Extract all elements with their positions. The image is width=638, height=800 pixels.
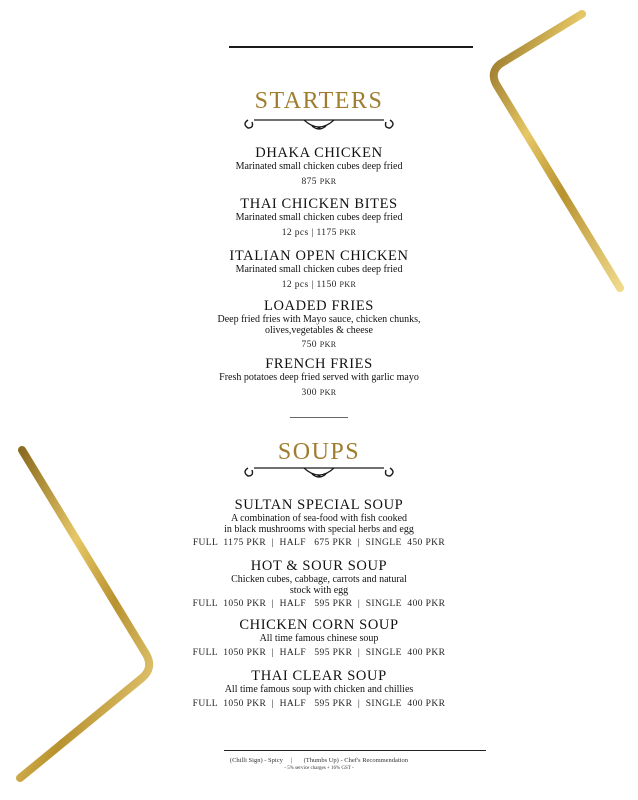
starter-item (150, 145, 488, 189)
item-price: 875 PKR (301, 176, 337, 187)
item-price: FULL 1050 PKR | HALF 595 PKR | SINGLE 400 PKR (192, 599, 446, 609)
starter-item (150, 298, 488, 352)
soup-item (150, 668, 488, 711)
starters-title: STARTERS (254, 88, 384, 114)
item-description: Marinated small chicken cubes deep fried (235, 264, 403, 275)
item-name: THAI CLEAR SOUP (251, 668, 387, 684)
item-price: FULL 1175 PKR | HALF 675 PKR | SINGLE 450 PKR (192, 538, 446, 548)
soup-item (150, 558, 488, 611)
soup-item (150, 497, 488, 550)
item-description: Marinated small chicken cubes deep fried (235, 161, 403, 172)
item-name: SULTAN SPECIAL SOUP (234, 497, 404, 513)
item-description: Marinated small chicken cubes deep fried (235, 212, 403, 223)
item-description: Fresh potatoes deep fried served with garlic mayo (219, 372, 419, 383)
item-price: 12 pcs | 1175 PKR (281, 227, 357, 238)
item-price: 12 pcs | 1150 PKR (281, 279, 357, 290)
item-price: 300 PKR (301, 387, 337, 398)
item-description: All time famous soup with chicken and chillies (224, 684, 414, 695)
bottom-rule (224, 750, 486, 751)
item-description: A combination of sea-food with fish cooked in black mushrooms with special herbs and egg (224, 513, 414, 535)
soups-title: SOUPS (277, 439, 361, 465)
item-description: Chicken cubes, cabbage, carrots and natural stock with egg (231, 574, 407, 596)
item-name: ITALIAN OPEN CHICKEN (229, 248, 409, 264)
item-name: LOADED FRIES (264, 298, 374, 314)
starters-flourish-icon (240, 110, 398, 134)
item-name: FRENCH FRIES (265, 356, 373, 372)
footer-legend: (Chilli Sign) - Spicy | (Thumbs Up) - Chef's Recommendation (229, 757, 409, 764)
starter-item (150, 356, 488, 400)
footer (0, 756, 638, 772)
item-name: CHICKEN CORN SOUP (239, 617, 399, 633)
item-description: All time famous chinese soup (259, 633, 379, 644)
top-rule (229, 46, 473, 48)
item-description: Deep fried fries with Mayo sauce, chicken chunks, olives,vegetables & cheese (217, 314, 421, 336)
item-price: 750 PKR (301, 340, 337, 350)
item-name: HOT & SOUR SOUP (250, 558, 388, 574)
footer-charges-note: - 5% service charges + 16% GST - (284, 766, 354, 771)
starter-item (150, 248, 488, 292)
item-name: DHAKA CHICKEN (255, 145, 383, 161)
item-price: FULL 1050 PKR | HALF 595 PKR | SINGLE 400 PKR (192, 647, 446, 658)
item-price: FULL 1050 PKR | HALF 595 PKR | SINGLE 400 PKR (192, 698, 446, 709)
section-divider (290, 417, 348, 418)
item-name: THAI CHICKEN BITES (240, 196, 398, 212)
soup-item (150, 617, 488, 660)
starter-item (150, 196, 488, 240)
soups-flourish-icon (240, 458, 398, 482)
